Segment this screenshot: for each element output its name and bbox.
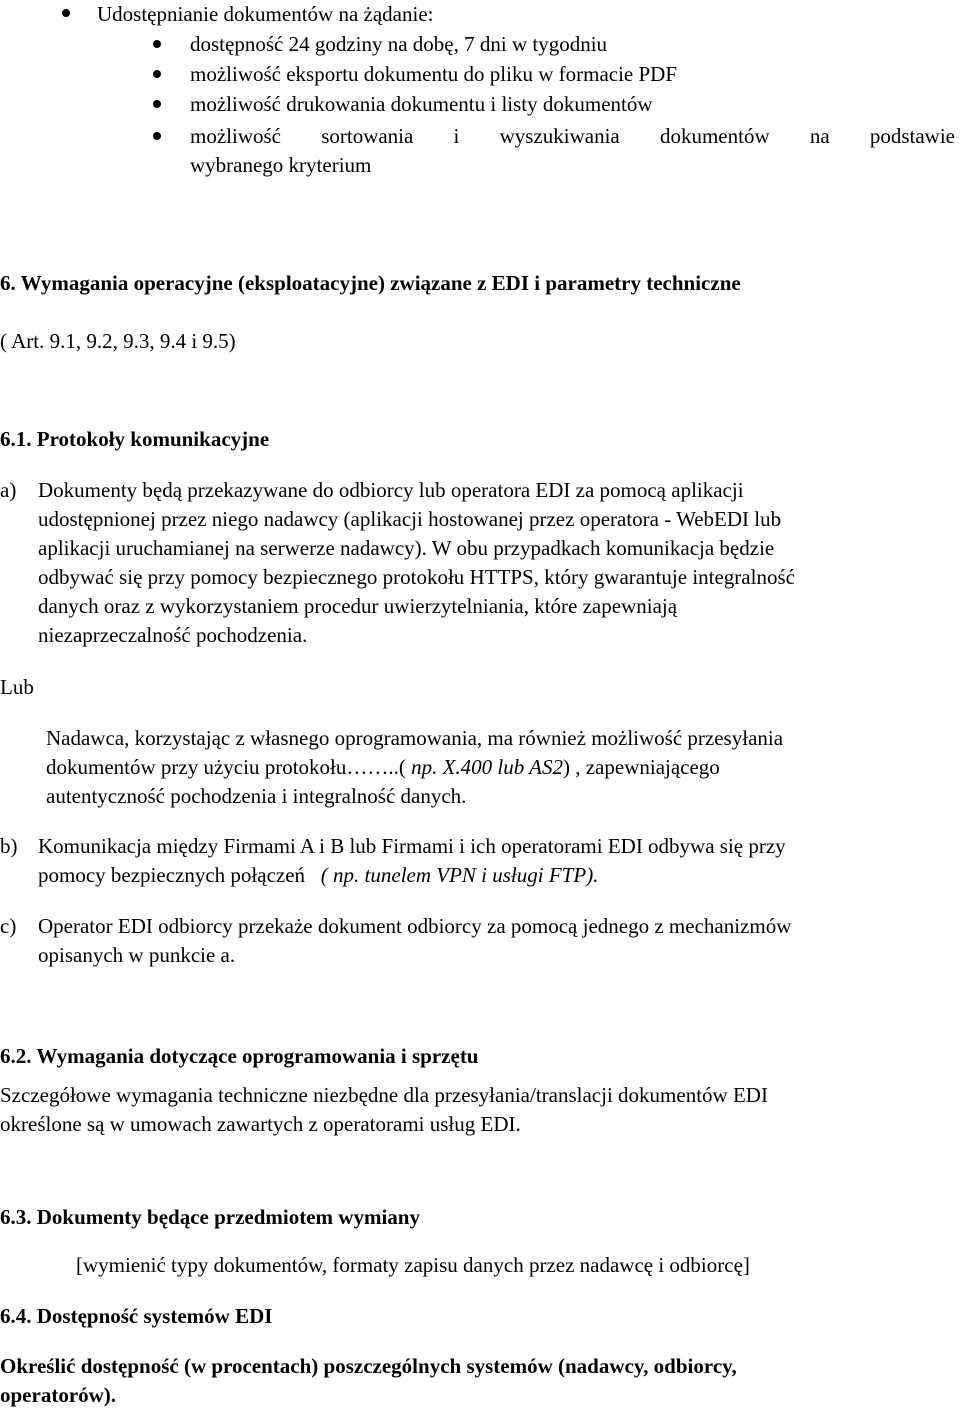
section-6-3-placeholder: [wymienić typy dokumentów, formaty zapisu danych przez nadawcę i odbiorcę] (76, 1253, 750, 1277)
section-6-heading: 6. Wymagania operacyjne (eksploatacyjne) związane z EDI i parametry techniczne (0, 271, 741, 295)
item-a-line: aplikacji uruchamianej na serwerze nadawcy). W obu przypadkach komunikacja będzie (38, 536, 775, 560)
sub-bullet-4 (190, 122, 955, 180)
sub-bullet-1: dostępność 24 godziny na dobę, 7 dni w tygodniu (190, 32, 608, 56)
alt-line-2-italic: np. X.400 lub AS2 (405, 755, 563, 779)
item-c-line: opisanych w punkcie a. (38, 943, 236, 967)
item-a-letter: a) (0, 478, 17, 502)
section-6-2-line: określone są w umowach zawartych z operatorami usług EDI. (0, 1112, 521, 1136)
section-6-2-line: Szczegółowe wymagania techniczne niezbędne dla przesyłania/translacji dokumentów EDI (0, 1083, 768, 1107)
bullet-icon (153, 40, 161, 48)
alt-line-1: Nadawca, korzystając z własnego oprogramowania, ma również możliwość przesyłania (46, 726, 784, 750)
section-6-2-heading: 6.2. Wymagania dotyczące oprogramowania i sprzętu (0, 1044, 479, 1068)
item-a-text (38, 476, 904, 650)
alt-line-2-post: ) , zapewniającego (562, 755, 720, 779)
alt-protocol-text (46, 724, 783, 811)
section-6-4-heading: 6.4. Dostępność systemów EDI (0, 1304, 273, 1328)
item-c-letter: c) (0, 914, 17, 938)
bullet-icon (153, 132, 161, 140)
section-6-4-line: Określić dostępność (w procentach) poszczególnych systemów (nadawcy, odbiorcy, (0, 1354, 737, 1378)
section-6-2-text (0, 1081, 768, 1139)
alt-line-3: autentyczność pochodzenia i integralność danych. (46, 784, 467, 808)
alt-line-2-pre: dokumentów przy użyciu protokołu……..( (46, 755, 406, 779)
bullet-icon (153, 70, 161, 78)
item-b-letter: b) (0, 834, 18, 858)
item-b-line-2-pre: pomocy bezpiecznych połączeń (38, 863, 321, 887)
item-c-line: Operator EDI odbiorcy przekaże dokument odbiorcy za pomocą jednego z mechanizmów (38, 914, 792, 938)
item-a-line: Dokumenty będą przekazywane do odbiorcy lub operatora EDI za pomocą aplikacji (38, 478, 744, 502)
item-b-line-1: Komunikacja między Firmami A i B lub Firmami i ich operatorami EDI odbywa się przy (38, 834, 786, 858)
item-a-line: niezaprzeczalność pochodzenia. (38, 623, 308, 647)
item-a-line: danych oraz z wykorzystaniem procedur uwierzytelniania, które zapewniają (38, 594, 678, 618)
top-bullet-text: Udostępnianie dokumentów na żądanie: (97, 2, 434, 26)
bullet-icon (153, 100, 161, 108)
sub-bullet-3: możliwość drukowania dokumentu i listy dokumentów (190, 92, 653, 116)
item-b-text (38, 832, 786, 890)
item-a-line: udostępnionej przez niego nadawcy (aplikacji hostowanej przez operatora - WebEDI lub (38, 507, 782, 531)
item-b-line-2 (38, 861, 786, 890)
section-6-4-text (0, 1352, 737, 1410)
item-b-line-2-italic: ( np. tunelem VPN i usługi FTP). (320, 863, 599, 887)
sub-bullet-4-cont: wybranego kryterium (190, 153, 372, 177)
sub-bullet-2: możliwość eksportu dokumentu do pliku w formacie PDF (190, 62, 678, 86)
section-6-3-heading: 6.3. Dokumenty będące przedmiotem wymiany (0, 1205, 420, 1229)
section-6-ref: ( Art. 9.1, 9.2, 9.3, 9.4 i 9.5) (0, 329, 236, 353)
item-a-line: odbywać się przy pomocy bezpiecznego protokołu HTTPS, który gwarantuje integralność (38, 565, 795, 589)
bullet-icon (62, 9, 70, 17)
section-6-4-line: operatorów). (0, 1383, 117, 1407)
alt-line-2 (46, 753, 783, 782)
section-6-1-heading: 6.1. Protokoły komunikacyjne (0, 427, 270, 451)
sub-bullet-4-line: możliwość sortowania i wyszukiwania dokumentów na podstawie (190, 124, 955, 148)
item-c-text (38, 912, 791, 970)
lub-label: Lub (0, 675, 34, 699)
